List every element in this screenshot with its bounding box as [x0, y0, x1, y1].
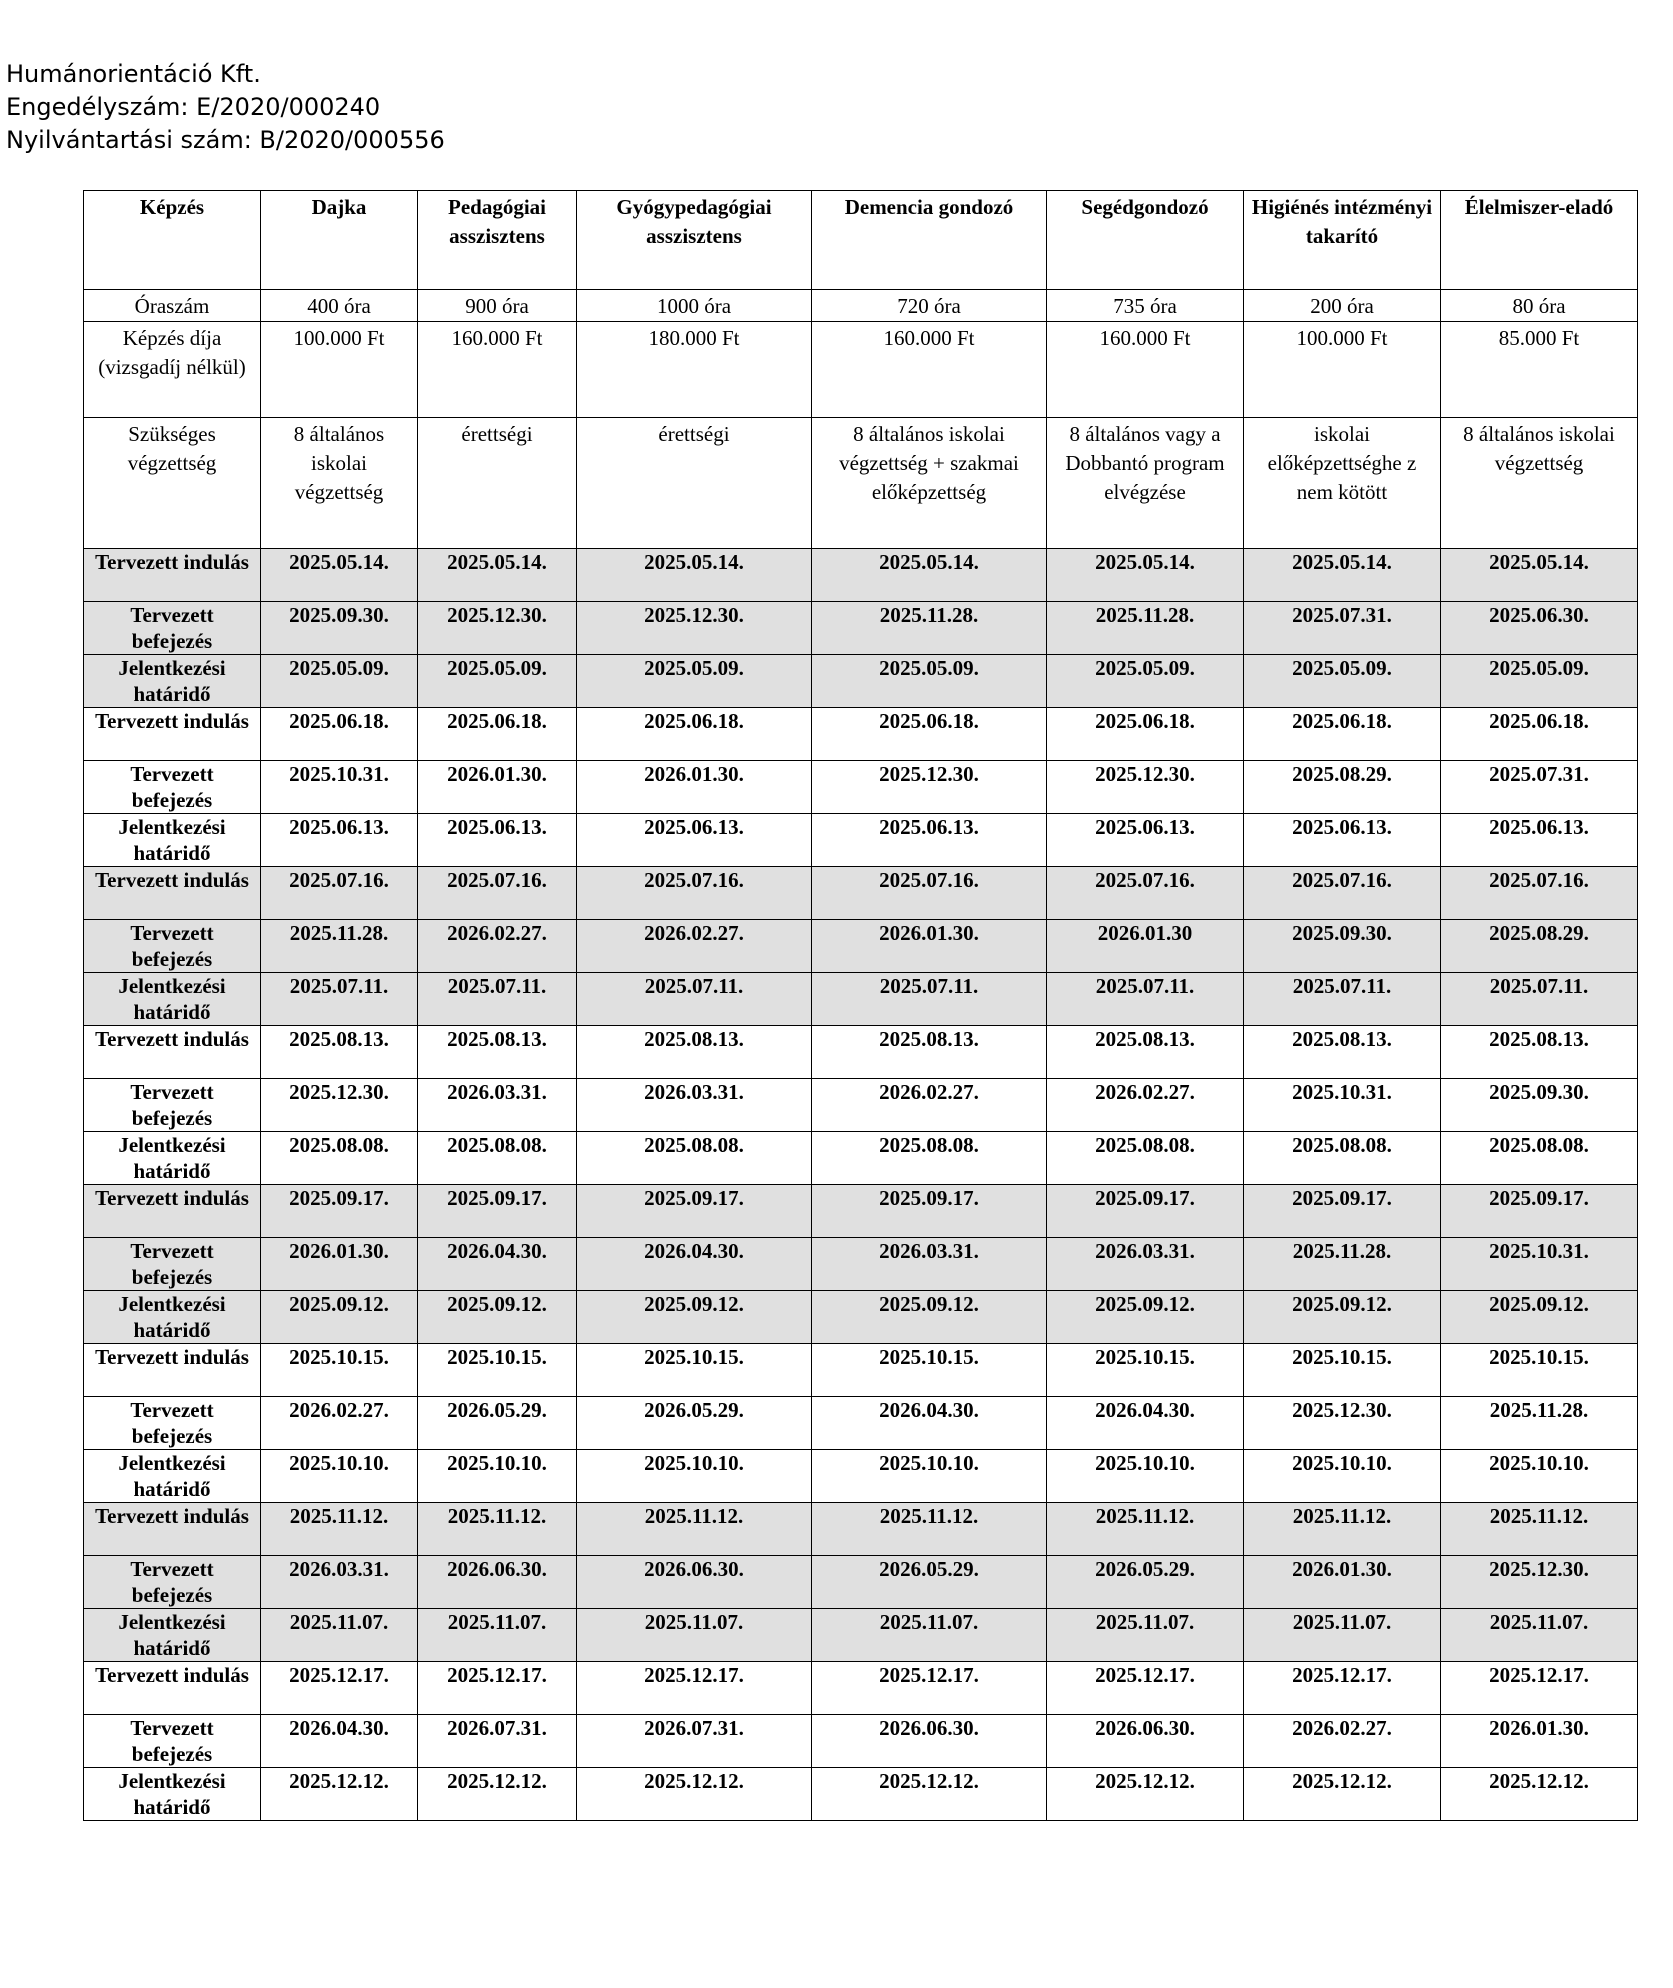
date-cell: 2025.11.12.: [1441, 1503, 1638, 1556]
row-label: Tervezett indulás: [84, 867, 261, 920]
date-cell: 2025.07.11.: [812, 973, 1047, 1026]
company-name: Humánorientáció Kft.: [6, 60, 261, 88]
date-cell: 2025.12.30.: [1047, 761, 1244, 814]
date-row: [84, 1503, 1638, 1556]
date-cell: 2025.10.15.: [812, 1344, 1047, 1397]
date-cell: 2025.12.17.: [261, 1662, 418, 1715]
date-cell: 2025.12.12.: [812, 1768, 1047, 1821]
date-cell: 2026.04.30.: [418, 1238, 577, 1291]
date-cell: 2025.09.12.: [418, 1291, 577, 1344]
date-cell: 2025.08.29.: [1441, 920, 1638, 973]
date-cell: 2025.06.18.: [1244, 708, 1441, 761]
date-cell: 2025.11.28.: [1244, 1238, 1441, 1291]
date-row: [84, 1662, 1638, 1715]
row-label: Jelentkezési határidő: [84, 814, 261, 867]
date-cell: 2026.05.29.: [1047, 1556, 1244, 1609]
date-cell: 2025.11.07.: [1441, 1609, 1638, 1662]
date-cell: 2025.11.12.: [261, 1503, 418, 1556]
date-cell: 2025.09.12.: [1441, 1291, 1638, 1344]
date-cell: 2025.11.07.: [812, 1609, 1047, 1662]
license-number: Engedélyszám: E/2020/000240: [6, 93, 381, 121]
date-row: [84, 1715, 1638, 1768]
date-cell: 2025.07.11.: [261, 973, 418, 1026]
date-cell: 2025.09.30.: [1244, 920, 1441, 973]
table-cell: 8 általános iskolai végzettség + szakmai előképzettség: [812, 418, 1047, 549]
date-cell: 2025.07.31.: [1244, 602, 1441, 655]
date-cell: 2025.09.30.: [1441, 1079, 1638, 1132]
date-cell: 2025.07.16.: [1244, 867, 1441, 920]
date-cell: 2025.08.13.: [1441, 1026, 1638, 1079]
date-cell: 2026.04.30.: [812, 1397, 1047, 1450]
date-cell: 2025.10.10.: [261, 1450, 418, 1503]
date-cell: 2025.12.12.: [1441, 1768, 1638, 1821]
date-cell: 2025.06.18.: [418, 708, 577, 761]
date-cell: 2025.05.14.: [1244, 549, 1441, 602]
date-row: [84, 1238, 1638, 1291]
date-cell: 2026.03.31.: [261, 1556, 418, 1609]
date-cell: 2025.07.16.: [1047, 867, 1244, 920]
date-cell: 2025.11.07.: [577, 1609, 812, 1662]
date-cell: 2025.09.17.: [418, 1185, 577, 1238]
date-cell: 2026.02.27.: [812, 1079, 1047, 1132]
date-cell: 2025.11.12.: [418, 1503, 577, 1556]
table-cell: 400 óra: [261, 290, 418, 322]
training-schedule-table: [83, 190, 1638, 1821]
date-cell: 2025.10.10.: [1244, 1450, 1441, 1503]
date-row: [84, 549, 1638, 602]
date-cell: 2025.12.17.: [1441, 1662, 1638, 1715]
date-cell: 2026.06.30.: [418, 1556, 577, 1609]
date-cell: 2025.07.16.: [261, 867, 418, 920]
date-cell: 2025.10.10.: [418, 1450, 577, 1503]
date-cell: 2026.05.29.: [418, 1397, 577, 1450]
date-cell: 2025.07.11.: [1047, 973, 1244, 1026]
date-cell: 2025.06.30.: [1441, 602, 1638, 655]
date-cell: 2025.05.14.: [577, 549, 812, 602]
date-cell: 2025.08.13.: [418, 1026, 577, 1079]
date-row: [84, 814, 1638, 867]
date-cell: 2025.07.11.: [1441, 973, 1638, 1026]
date-cell: 2025.11.12.: [1047, 1503, 1244, 1556]
hours-row: [84, 290, 1638, 322]
date-cell: 2025.08.08.: [1441, 1132, 1638, 1185]
date-cell: 2025.10.15.: [1441, 1344, 1638, 1397]
date-cell: 2025.09.17.: [1244, 1185, 1441, 1238]
date-row: [84, 708, 1638, 761]
date-cell: 2026.03.31.: [1047, 1238, 1244, 1291]
date-cell: 2025.12.12.: [1047, 1768, 1244, 1821]
date-cell: 2025.12.12.: [1244, 1768, 1441, 1821]
date-cell: 2025.11.12.: [812, 1503, 1047, 1556]
date-row: [84, 973, 1638, 1026]
date-cell: 2025.12.17.: [577, 1662, 812, 1715]
table-cell: 85.000 Ft: [1441, 322, 1638, 418]
date-cell: 2025.12.12.: [418, 1768, 577, 1821]
date-cell: 2025.09.17.: [1441, 1185, 1638, 1238]
date-cell: 2025.11.07.: [418, 1609, 577, 1662]
column-header: Dajka: [261, 191, 418, 290]
registry-number: Nyilvántartási szám: B/2020/000556: [6, 126, 445, 154]
date-row: [84, 1609, 1638, 1662]
date-cell: 2025.05.14.: [1047, 549, 1244, 602]
date-cell: 2025.09.30.: [261, 602, 418, 655]
date-cell: 2025.12.30.: [812, 761, 1047, 814]
date-row: [84, 761, 1638, 814]
table-cell: iskolai előképzettséghe z nem kötött: [1244, 418, 1441, 549]
date-cell: 2025.09.12.: [1047, 1291, 1244, 1344]
date-cell: 2025.06.13.: [577, 814, 812, 867]
education-row: [84, 418, 1638, 549]
date-cell: 2026.02.27.: [577, 920, 812, 973]
date-row: [84, 867, 1638, 920]
date-cell: 2025.07.11.: [418, 973, 577, 1026]
date-cell: 2025.07.31.: [1441, 761, 1638, 814]
date-cell: 2025.06.18.: [577, 708, 812, 761]
date-cell: 2025.05.09.: [577, 655, 812, 708]
date-cell: 2025.08.08.: [418, 1132, 577, 1185]
date-cell: 2025.06.13.: [1047, 814, 1244, 867]
table-cell: 100.000 Ft: [261, 322, 418, 418]
date-cell: 2025.12.30.: [577, 602, 812, 655]
table-cell: 160.000 Ft: [812, 322, 1047, 418]
date-row: [84, 1556, 1638, 1609]
date-cell: 2025.07.16.: [418, 867, 577, 920]
table-cell: 80 óra: [1441, 290, 1638, 322]
date-cell: 2025.05.09.: [1441, 655, 1638, 708]
date-cell: 2025.12.17.: [1244, 1662, 1441, 1715]
date-cell: 2025.10.15.: [1244, 1344, 1441, 1397]
date-cell: 2026.06.30.: [577, 1556, 812, 1609]
date-cell: 2026.01.30.: [261, 1238, 418, 1291]
row-label: Jelentkezési határidő: [84, 1132, 261, 1185]
date-cell: 2025.11.07.: [1244, 1609, 1441, 1662]
date-cell: 2025.10.10.: [1047, 1450, 1244, 1503]
date-cell: 2025.09.12.: [261, 1291, 418, 1344]
date-cell: 2025.09.12.: [1244, 1291, 1441, 1344]
date-cell: 2025.10.10.: [812, 1450, 1047, 1503]
row-label: Tervezett indulás: [84, 1344, 261, 1397]
date-cell: 2025.05.14.: [1441, 549, 1638, 602]
row-label: Jelentkezési határidő: [84, 1291, 261, 1344]
date-cell: 2025.11.28.: [1047, 602, 1244, 655]
date-cell: 2025.10.15.: [418, 1344, 577, 1397]
date-row: [84, 1026, 1638, 1079]
date-cell: 2025.12.17.: [418, 1662, 577, 1715]
table-cell: 8 általános vagy a Dobbantó program elvégzése: [1047, 418, 1244, 549]
date-cell: 2025.10.15.: [1047, 1344, 1244, 1397]
date-cell: 2026.03.31.: [577, 1079, 812, 1132]
column-header: Demencia gondozó: [812, 191, 1047, 290]
date-cell: 2026.02.27.: [1047, 1079, 1244, 1132]
column-header: Gyógypedagógiai asszisztens: [577, 191, 812, 290]
date-cell: 2025.09.12.: [577, 1291, 812, 1344]
date-cell: 2026.01.30.: [418, 761, 577, 814]
table-cell: 8 általános iskolai végzettség: [1441, 418, 1638, 549]
row-label: Jelentkezési határidő: [84, 1609, 261, 1662]
date-cell: 2026.01.30.: [1441, 1715, 1638, 1768]
date-cell: 2025.05.09.: [418, 655, 577, 708]
row-label: Óraszám: [84, 290, 261, 322]
row-label: Tervezett indulás: [84, 1662, 261, 1715]
date-cell: 2026.01.30.: [1244, 1556, 1441, 1609]
date-cell: 2025.05.14.: [812, 549, 1047, 602]
column-header: Élelmiszer-eladó: [1441, 191, 1638, 290]
date-cell: 2025.07.16.: [812, 867, 1047, 920]
date-cell: 2025.08.13.: [261, 1026, 418, 1079]
date-row: [84, 1397, 1638, 1450]
date-cell: 2025.05.09.: [1244, 655, 1441, 708]
date-cell: 2026.07.31.: [577, 1715, 812, 1768]
date-row: [84, 655, 1638, 708]
table-cell: 8 általános iskolai végzettség: [261, 418, 418, 549]
date-cell: 2025.10.31.: [1244, 1079, 1441, 1132]
row-label: Tervezett befejezés: [84, 1715, 261, 1768]
row-label: Tervezett befejezés: [84, 602, 261, 655]
date-cell: 2026.01.30.: [577, 761, 812, 814]
date-cell: 2025.09.17.: [261, 1185, 418, 1238]
row-label: Tervezett indulás: [84, 708, 261, 761]
date-row: [84, 1132, 1638, 1185]
date-cell: 2026.03.31.: [418, 1079, 577, 1132]
row-label: Tervezett befejezés: [84, 1238, 261, 1291]
row-label: Jelentkezési határidő: [84, 1768, 261, 1821]
date-cell: 2025.12.17.: [812, 1662, 1047, 1715]
row-label: Tervezett befejezés: [84, 761, 261, 814]
date-cell: 2026.06.30.: [812, 1715, 1047, 1768]
row-label: Tervezett indulás: [84, 1026, 261, 1079]
row-label: Jelentkezési határidő: [84, 973, 261, 1026]
date-cell: 2025.08.13.: [812, 1026, 1047, 1079]
date-cell: 2025.06.13.: [418, 814, 577, 867]
row-label: Tervezett indulás: [84, 1185, 261, 1238]
date-row: [84, 1768, 1638, 1821]
date-cell: 2025.08.08.: [812, 1132, 1047, 1185]
date-cell: 2025.10.31.: [261, 761, 418, 814]
table-cell: 160.000 Ft: [1047, 322, 1244, 418]
table-cell: 180.000 Ft: [577, 322, 812, 418]
table-cell: 200 óra: [1244, 290, 1441, 322]
date-cell: 2026.07.31.: [418, 1715, 577, 1768]
date-cell: 2026.06.30.: [1047, 1715, 1244, 1768]
date-cell: 2025.09.17.: [1047, 1185, 1244, 1238]
table-cell: 1000 óra: [577, 290, 812, 322]
table-header-row: [84, 191, 1638, 290]
date-cell: 2025.09.17.: [812, 1185, 1047, 1238]
row-label: Tervezett befejezés: [84, 920, 261, 973]
date-cell: 2025.08.08.: [1244, 1132, 1441, 1185]
row-label: Jelentkezési határidő: [84, 655, 261, 708]
date-row: [84, 1185, 1638, 1238]
date-cell: 2025.05.14.: [418, 549, 577, 602]
date-cell: 2026.02.27.: [1244, 1715, 1441, 1768]
date-cell: 2025.10.15.: [577, 1344, 812, 1397]
date-cell: 2025.06.13.: [1244, 814, 1441, 867]
date-cell: 2025.10.15.: [261, 1344, 418, 1397]
row-label: Jelentkezési határidő: [84, 1450, 261, 1503]
date-cell: 2025.07.11.: [577, 973, 812, 1026]
row-label: Tervezett befejezés: [84, 1079, 261, 1132]
row-label: Képzés díja (vizsgadíj nélkül): [84, 322, 261, 418]
date-cell: 2025.11.28.: [812, 602, 1047, 655]
date-cell: 2025.06.13.: [812, 814, 1047, 867]
date-cell: 2025.10.10.: [577, 1450, 812, 1503]
date-cell: 2025.06.18.: [812, 708, 1047, 761]
date-cell: 2025.12.12.: [577, 1768, 812, 1821]
date-cell: 2025.11.12.: [1244, 1503, 1441, 1556]
date-cell: 2026.02.27.: [418, 920, 577, 973]
table-cell: 720 óra: [812, 290, 1047, 322]
date-cell: 2025.12.12.: [261, 1768, 418, 1821]
date-cell: 2025.06.13.: [1441, 814, 1638, 867]
date-row: [84, 602, 1638, 655]
date-cell: 2025.10.10.: [1441, 1450, 1638, 1503]
date-row: [84, 1450, 1638, 1503]
date-cell: 2025.12.30.: [1441, 1556, 1638, 1609]
document-header: [6, 58, 445, 157]
date-cell: 2025.08.08.: [577, 1132, 812, 1185]
table-cell: 735 óra: [1047, 290, 1244, 322]
date-cell: 2026.04.30.: [577, 1238, 812, 1291]
date-cell: 2026.03.31.: [812, 1238, 1047, 1291]
date-cell: 2025.11.07.: [261, 1609, 418, 1662]
column-header: Képzés: [84, 191, 261, 290]
date-cell: 2025.06.13.: [261, 814, 418, 867]
fee-row: [84, 322, 1638, 418]
date-cell: 2025.10.31.: [1441, 1238, 1638, 1291]
table-cell: érettségi: [418, 418, 577, 549]
date-cell: 2025.09.17.: [577, 1185, 812, 1238]
date-row: [84, 1291, 1638, 1344]
date-cell: 2026.04.30.: [1047, 1397, 1244, 1450]
date-cell: 2025.06.18.: [1441, 708, 1638, 761]
date-cell: 2025.05.09.: [1047, 655, 1244, 708]
date-cell: 2025.05.09.: [812, 655, 1047, 708]
date-row: [84, 1079, 1638, 1132]
row-label: Tervezett indulás: [84, 1503, 261, 1556]
date-cell: 2025.05.14.: [261, 549, 418, 602]
date-cell: 2025.05.09.: [261, 655, 418, 708]
date-cell: 2025.12.30.: [261, 1079, 418, 1132]
table-cell: 100.000 Ft: [1244, 322, 1441, 418]
date-cell: 2025.08.29.: [1244, 761, 1441, 814]
date-row: [84, 920, 1638, 973]
date-cell: 2025.07.16.: [577, 867, 812, 920]
row-label: Tervezett befejezés: [84, 1556, 261, 1609]
date-cell: 2025.08.13.: [577, 1026, 812, 1079]
date-cell: 2025.08.13.: [1244, 1026, 1441, 1079]
date-cell: 2025.12.30.: [418, 602, 577, 655]
table-cell: érettségi: [577, 418, 812, 549]
date-cell: 2025.07.16.: [1441, 867, 1638, 920]
date-cell: 2026.05.29.: [577, 1397, 812, 1450]
row-label: Szükséges végzettség: [84, 418, 261, 549]
date-cell: 2026.01.30: [1047, 920, 1244, 973]
date-cell: 2025.09.12.: [812, 1291, 1047, 1344]
date-cell: 2026.04.30.: [261, 1715, 418, 1768]
date-cell: 2025.11.07.: [1047, 1609, 1244, 1662]
column-header: Pedagógiai asszisztens: [418, 191, 577, 290]
date-cell: 2025.08.13.: [1047, 1026, 1244, 1079]
date-cell: 2025.08.08.: [1047, 1132, 1244, 1185]
date-cell: 2026.05.29.: [812, 1556, 1047, 1609]
table-cell: 160.000 Ft: [418, 322, 577, 418]
date-cell: 2025.12.17.: [1047, 1662, 1244, 1715]
date-cell: 2025.11.28.: [1441, 1397, 1638, 1450]
date-cell: 2025.08.08.: [261, 1132, 418, 1185]
row-label: Tervezett befejezés: [84, 1397, 261, 1450]
row-label: Tervezett indulás: [84, 549, 261, 602]
column-header: Segédgondozó: [1047, 191, 1244, 290]
date-cell: 2025.12.30.: [1244, 1397, 1441, 1450]
date-cell: 2025.11.12.: [577, 1503, 812, 1556]
column-header: Higiénés intézményi takarító: [1244, 191, 1441, 290]
date-cell: 2026.02.27.: [261, 1397, 418, 1450]
date-cell: 2025.06.18.: [261, 708, 418, 761]
date-cell: 2025.06.18.: [1047, 708, 1244, 761]
table-cell: 900 óra: [418, 290, 577, 322]
date-cell: 2025.11.28.: [261, 920, 418, 973]
date-row: [84, 1344, 1638, 1397]
date-cell: 2025.07.11.: [1244, 973, 1441, 1026]
date-cell: 2026.01.30.: [812, 920, 1047, 973]
